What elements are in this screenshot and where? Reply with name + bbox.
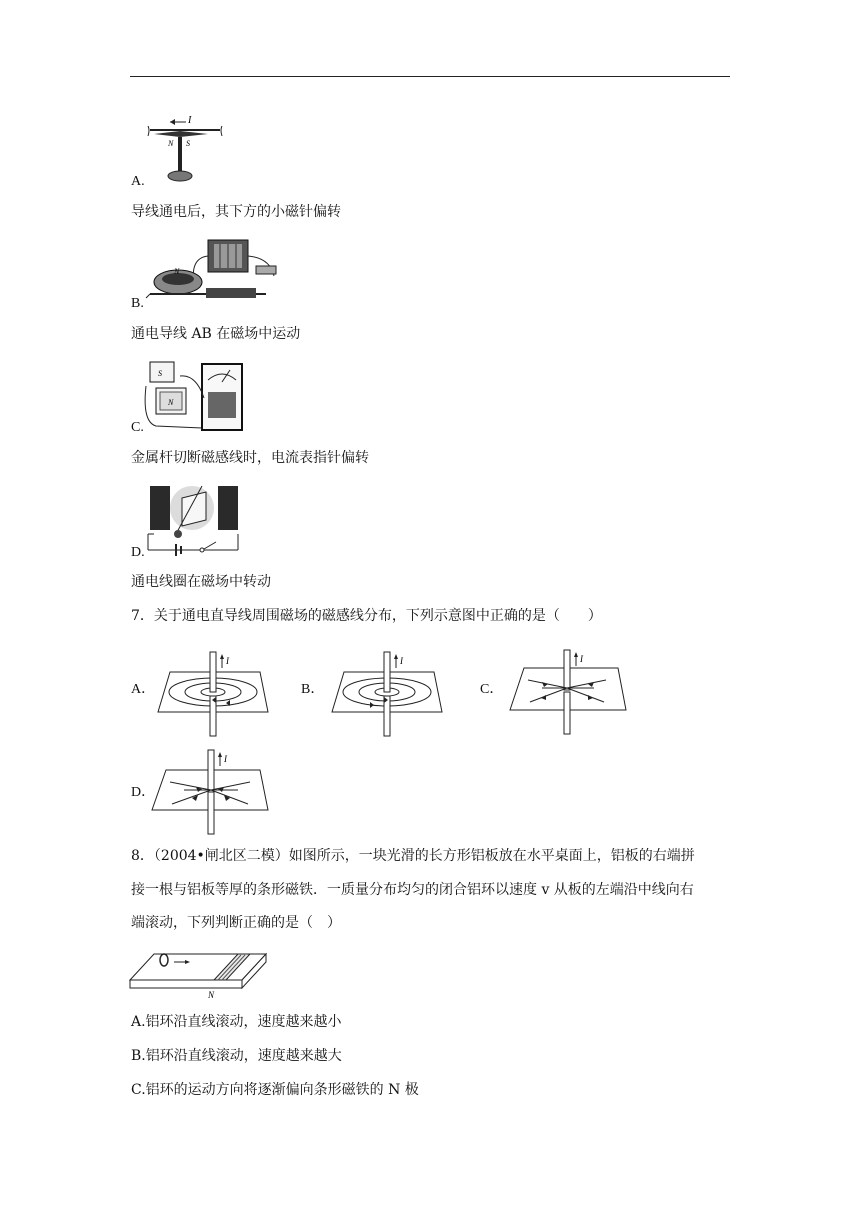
rotating-coil-figure <box>146 484 244 558</box>
current-label: I <box>226 656 229 666</box>
q8-stem-line-1: 8．（2004•闸北区二模）如图所示，一块光滑的长方形铝板放在水平桌面上，铝板的右端拼 <box>131 848 695 864</box>
q6-option-a-label: A. <box>131 174 145 189</box>
current-label: I <box>400 656 403 666</box>
q8-option-a: A.铝环沿直线滚动，速度越来越小 <box>131 1014 342 1030</box>
q7-option-b-label: B． <box>301 682 325 697</box>
compass-under-wire-figure <box>146 112 226 188</box>
galvanometer-induction-figure <box>146 358 246 436</box>
q7b-concentric-field-figure <box>330 648 446 740</box>
south-pole-label: S <box>186 139 190 148</box>
current-label: I <box>580 654 583 664</box>
north-pole-label: N <box>174 267 180 276</box>
current-label: I <box>224 754 227 764</box>
q7-option-a-label: A． <box>131 682 156 697</box>
q7d-radial-field-figure <box>150 748 270 838</box>
q7-option-c-label: C． <box>480 682 504 697</box>
north-pole-label: N <box>168 139 174 148</box>
north-pole-label: N <box>208 990 215 1000</box>
q8-stem-line-3: 端滚动，下列判断正确的是（ ） <box>131 915 341 931</box>
q6-option-c-label: C. <box>131 420 144 435</box>
q7-stem: 7．关于通电直导线周围磁场的磁感线分布，下列示意图中正确的是（ ） <box>131 608 602 624</box>
header-rule <box>130 76 730 77</box>
q7a-concentric-field-figure <box>156 648 272 740</box>
q8-stem-line-2: 接一根与铝板等厚的条形磁铁．一质量分布均匀的闭合铝环以速度 v 从板的左端沿中线向右 <box>131 882 694 898</box>
q6-option-c-caption: 金属杆切断磁感线时，电流表指针偏转 <box>131 450 369 466</box>
q6-option-b-caption: 通电导线 AB 在磁场中运动 <box>131 326 301 342</box>
current-carrying-rod-figure <box>146 236 286 308</box>
south-pole-label: S <box>158 369 162 378</box>
q6-option-b-label: B. <box>131 296 144 311</box>
q8-option-c: C.铝环的运动方向将逐渐偏向条形磁铁的 N 极 <box>131 1082 419 1098</box>
aluminum-plate-magnet-figure <box>130 950 266 1002</box>
current-label: I <box>188 115 192 126</box>
q8-option-b: B.铝环沿直线滚动，速度越来越大 <box>131 1048 342 1064</box>
q7-option-d-label: D． <box>131 785 156 800</box>
q7c-radial-field-figure <box>508 648 628 740</box>
north-pole-label: N <box>168 398 174 407</box>
q6-option-d-caption: 通电线圈在磁场中转动 <box>131 574 271 590</box>
q6-option-a-caption: 导线通电后，其下方的小磁针偏转 <box>131 204 341 220</box>
q6-option-d-label: D. <box>131 545 145 560</box>
